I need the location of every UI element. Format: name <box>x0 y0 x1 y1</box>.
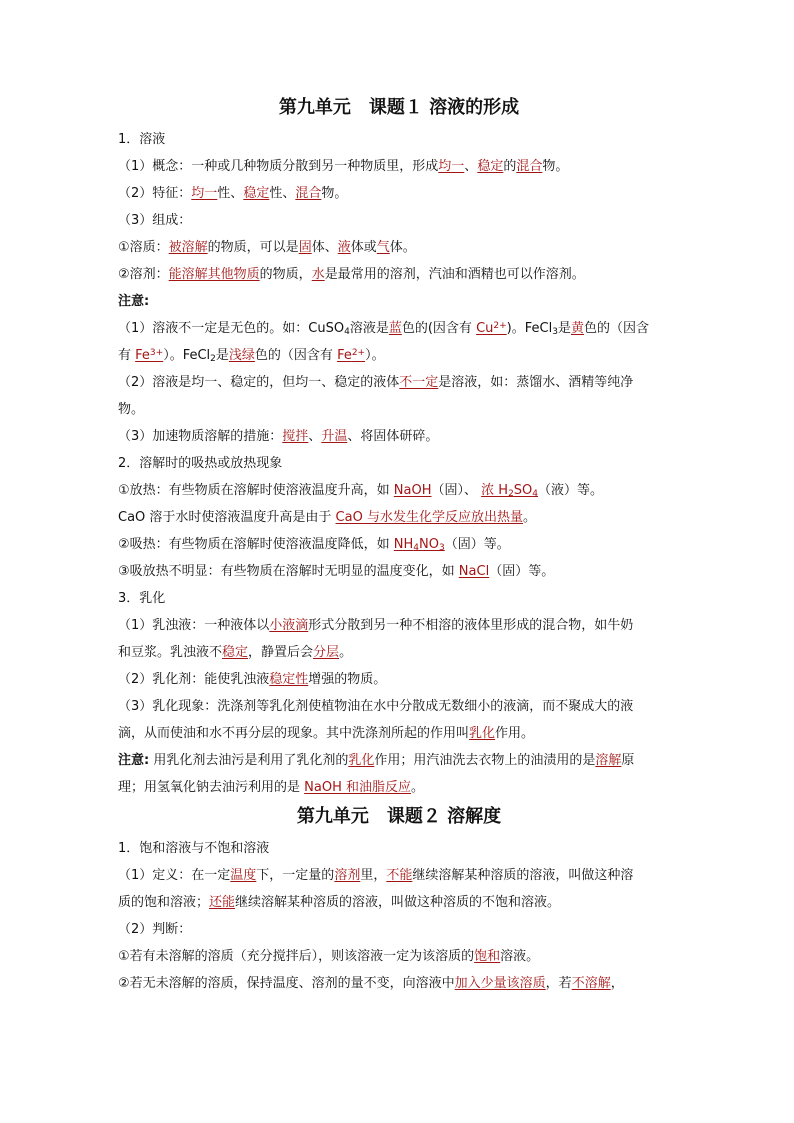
solution-composition: （3）组成： <box>118 213 192 228</box>
document-content <box>118 96 680 997</box>
solution-features: （2）特征：均一性、稳定性、混合物。 <box>118 186 348 201</box>
note-color: （1）溶液不一定是无色的。如：CuSO$_4$溶液是蓝色的(因含有 $Cu^{2+}$)。FeCl$_3$是黄色的（因含 有 $Fe^{3+}$）。FeCl$_2$是浅绿色的（因含有 $Fe^{2+}$）。 <box>118 321 649 364</box>
note-uniform: （2）溶液是均一、稳定的，但均一、稳定的液体不一定是溶液，如：蒸馏水、酒精等纯净 物。 <box>118 375 634 417</box>
emulsion-definition: （1）乳浊液：一种液体以小液滴形式分散到另一种不相溶的液体里形成的混合物，如牛奶 和豆浆。乳浊液不稳定，静置后会分层。 <box>118 618 634 660</box>
solute-definition: ①溶质：被溶解的物质，可以是固体、液体或气体。 <box>118 240 416 255</box>
emulsify-phenomenon: （3）乳化现象：洗涤剂等乳化剂使植物油在水中分散成无数细小的液滴，而不聚成大的液 滴，从而使油和水不再分层的现象。其中洗涤剂所起的作用叫乳化作用。 <box>118 699 634 741</box>
judge-1: ①若有未溶解的溶质（充分搅拌后），则该溶液一定为该溶质的饱和溶液。 <box>118 949 540 964</box>
solvent-definition: ②溶剂：能溶解其他物质的物质，水是最常用的溶剂，汽油和酒精也可以作溶剂。 <box>118 267 585 282</box>
lesson-2-title: 第九单元 课题２ 溶解度 <box>296 806 502 827</box>
heading-heat: 2．溶解时的吸热或放热现象 <box>118 456 283 471</box>
cao-heat: CaO 溶于水时使溶液温度升高是由于 CaO 与水发生化学反应放出热量。 <box>118 510 536 525</box>
emulsify-note: 注意: 用乳化剂去油污是利用了乳化剂的乳化作用；用汽油洗去衣物上的油渍用的是溶解原 理；用氢氧化钠去油污利用的是 NaOH 和油脂反应。 <box>118 753 635 795</box>
note-label: 注意: <box>118 294 150 309</box>
judge-heading: （2）判断： <box>118 922 192 937</box>
emulsifier-definition: （2）乳化剂：能使乳浊液稳定性增强的物质。 <box>118 672 387 687</box>
heading-saturated: 1．饱和溶液与不饱和溶液 <box>118 841 270 856</box>
heat-release: ①放热：有些物质在溶解时使溶液温度升高，如 NaOH（固）、 浓 $H_2SO_4$（液）等。 <box>118 483 604 499</box>
heat-neutral: ③吸放热不明显：有些物质在溶解时无明显的温度变化，如 NaCl（固）等。 <box>118 564 555 579</box>
saturated-definition: （1）定义：在一定温度下，一定量的溶剂里，不能继续溶解某种溶质的溶液，叫做这种溶 质的饱和溶液；还能继续溶解某种溶质的溶液，叫做这种溶质的不饱和溶液。 <box>118 868 634 910</box>
judge-2: ②若无未溶解的溶质，保持温度、溶剂的量不变，向溶液中加入少量该溶质，若不溶解， <box>118 976 624 991</box>
heading-solution: 1．溶液 <box>118 132 166 147</box>
lesson-1-title: 第九单元 课题１ 溶液的形成 <box>278 97 520 118</box>
note-speed-up: （3）加速物质溶解的措施：搅拌、升温、将固体研碎。 <box>118 429 439 444</box>
heading-emulsify: 3．乳化 <box>118 591 166 606</box>
heat-absorb: ②吸热：有些物质在溶解时使溶液温度降低，如 $NH_4NO_3$（固）等。 <box>118 537 510 553</box>
solution-concept: （1）概念：一种或几种物质分散到另一种物质里，形成均一、稳定的混合物。 <box>118 159 569 174</box>
